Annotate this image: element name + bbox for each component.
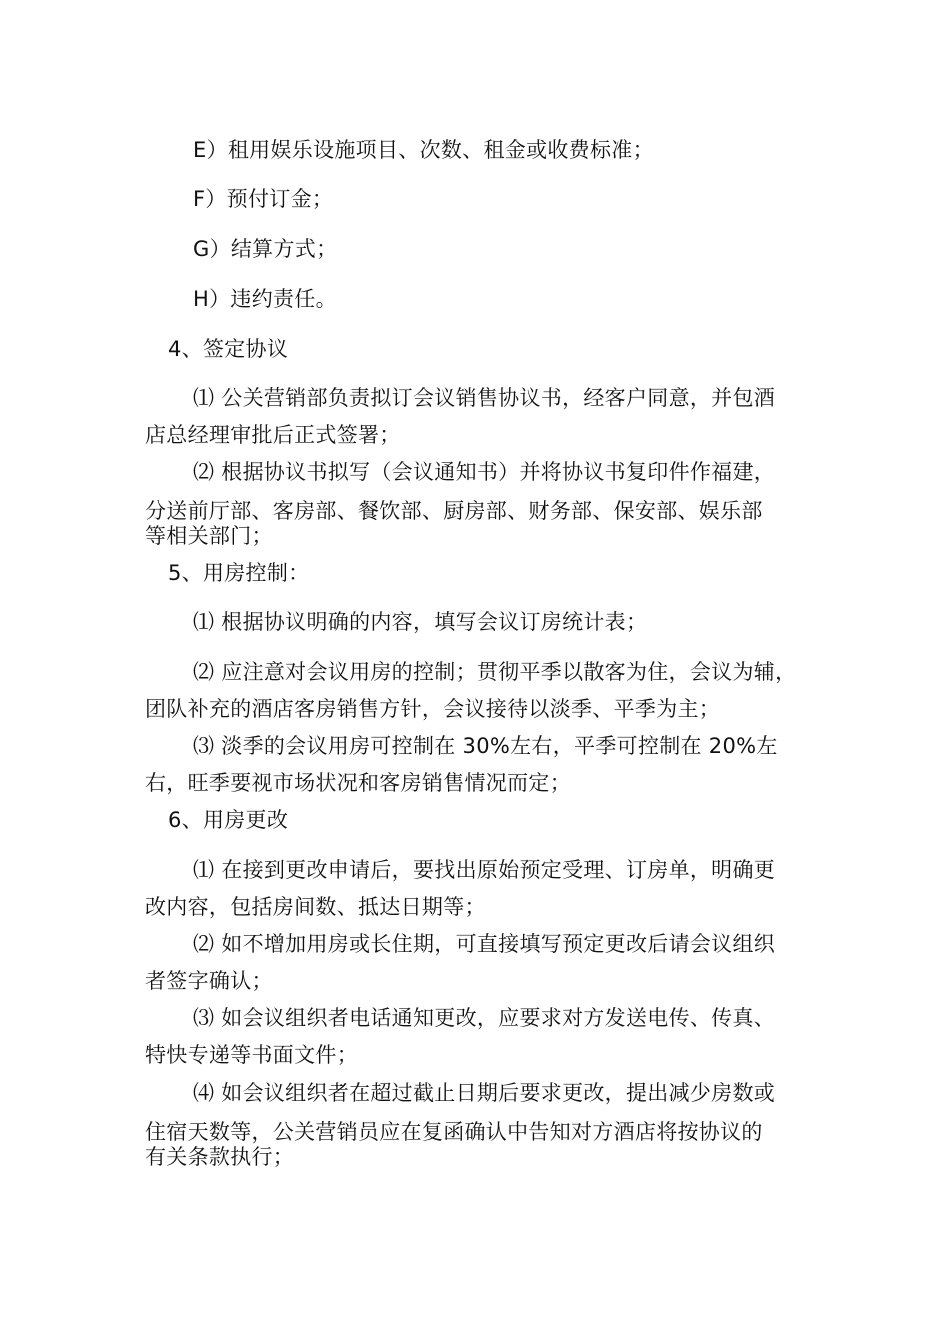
list-item-e: E）租用娱乐设施项目、次数、租金或收费标准； bbox=[193, 138, 654, 162]
paragraph-6-2-line-2: 者签字确认； bbox=[145, 969, 273, 993]
section-heading-5: 5、用房控制： bbox=[168, 561, 310, 585]
section-heading-4: 4、签定协议 bbox=[168, 337, 289, 361]
paragraph-5-3-line-1: ⑶ 淡季的会议用房可控制在 30%左右，平季可控制在 20%左 bbox=[193, 734, 778, 758]
paragraph-4-2-line-3: 等相关部门； bbox=[145, 524, 273, 548]
paragraph-6-4-line-1: ⑷ 如会议组织者在超过截止日期后要求更改，提出减少房数或 bbox=[193, 1081, 776, 1105]
paragraph-6-1-line-1: ⑴ 在接到更改申请后，要找出原始预定受理、订房单，明确更 bbox=[193, 858, 776, 882]
paragraph-6-3-line-1: ⑶ 如会议组织者电话通知更改，应要求对方发送电传、传真、 bbox=[193, 1006, 776, 1030]
paragraph-4-2-line-2: 分送前厅部、客房部、餐饮部、厨房部、财务部、保安部、娱乐部 bbox=[145, 499, 763, 523]
paragraph-6-4-line-2: 住宿天数等，公关营销员应在复函确认中告知对方酒店将按协议的 bbox=[145, 1120, 763, 1144]
list-item-f: F）预付订金； bbox=[193, 187, 334, 211]
paragraph-5-3-line-2: 右，旺季要视市场状况和客房销售情况而定； bbox=[145, 771, 571, 795]
section-heading-6: 6、用房更改 bbox=[168, 808, 289, 832]
paragraph-4-1-line-2: 店总经理审批后正式签署； bbox=[145, 423, 401, 447]
paragraph-5-2-line-1: ⑵ 应注意对会议用房的控制；贯彻平季以散客为住，会议为辅， bbox=[193, 660, 797, 684]
paragraph-6-4-line-3: 有关条款执行； bbox=[145, 1145, 295, 1169]
paragraph-5-2-line-2: 团队补充的酒店客房销售方针，会议接待以淡季、平季为主； bbox=[145, 697, 721, 721]
paragraph-4-1-line-1: ⑴ 公关营销部负责拟订会议销售协议书，经客户同意，并包酒 bbox=[193, 386, 776, 410]
paragraph-6-3-line-2: 特快专递等书面文件； bbox=[145, 1043, 358, 1067]
paragraph-6-1-line-2: 改内容，包括房间数、抵达日期等； bbox=[145, 895, 486, 919]
paragraph-5-1-line-1: ⑴ 根据协议明确的内容，填写会议订房统计表； bbox=[193, 610, 648, 634]
paragraph-4-2-line-1: ⑵ 根据协议书拟写（会议通知书）并将协议书复印件作福建， bbox=[193, 460, 776, 484]
list-item-g: G）结算方式； bbox=[193, 237, 338, 261]
list-item-h: H）违约责任。 bbox=[193, 287, 337, 311]
paragraph-6-2-line-1: ⑵ 如不增加用房或长住期，可直接填写预定更改后请会议组织 bbox=[193, 932, 776, 956]
